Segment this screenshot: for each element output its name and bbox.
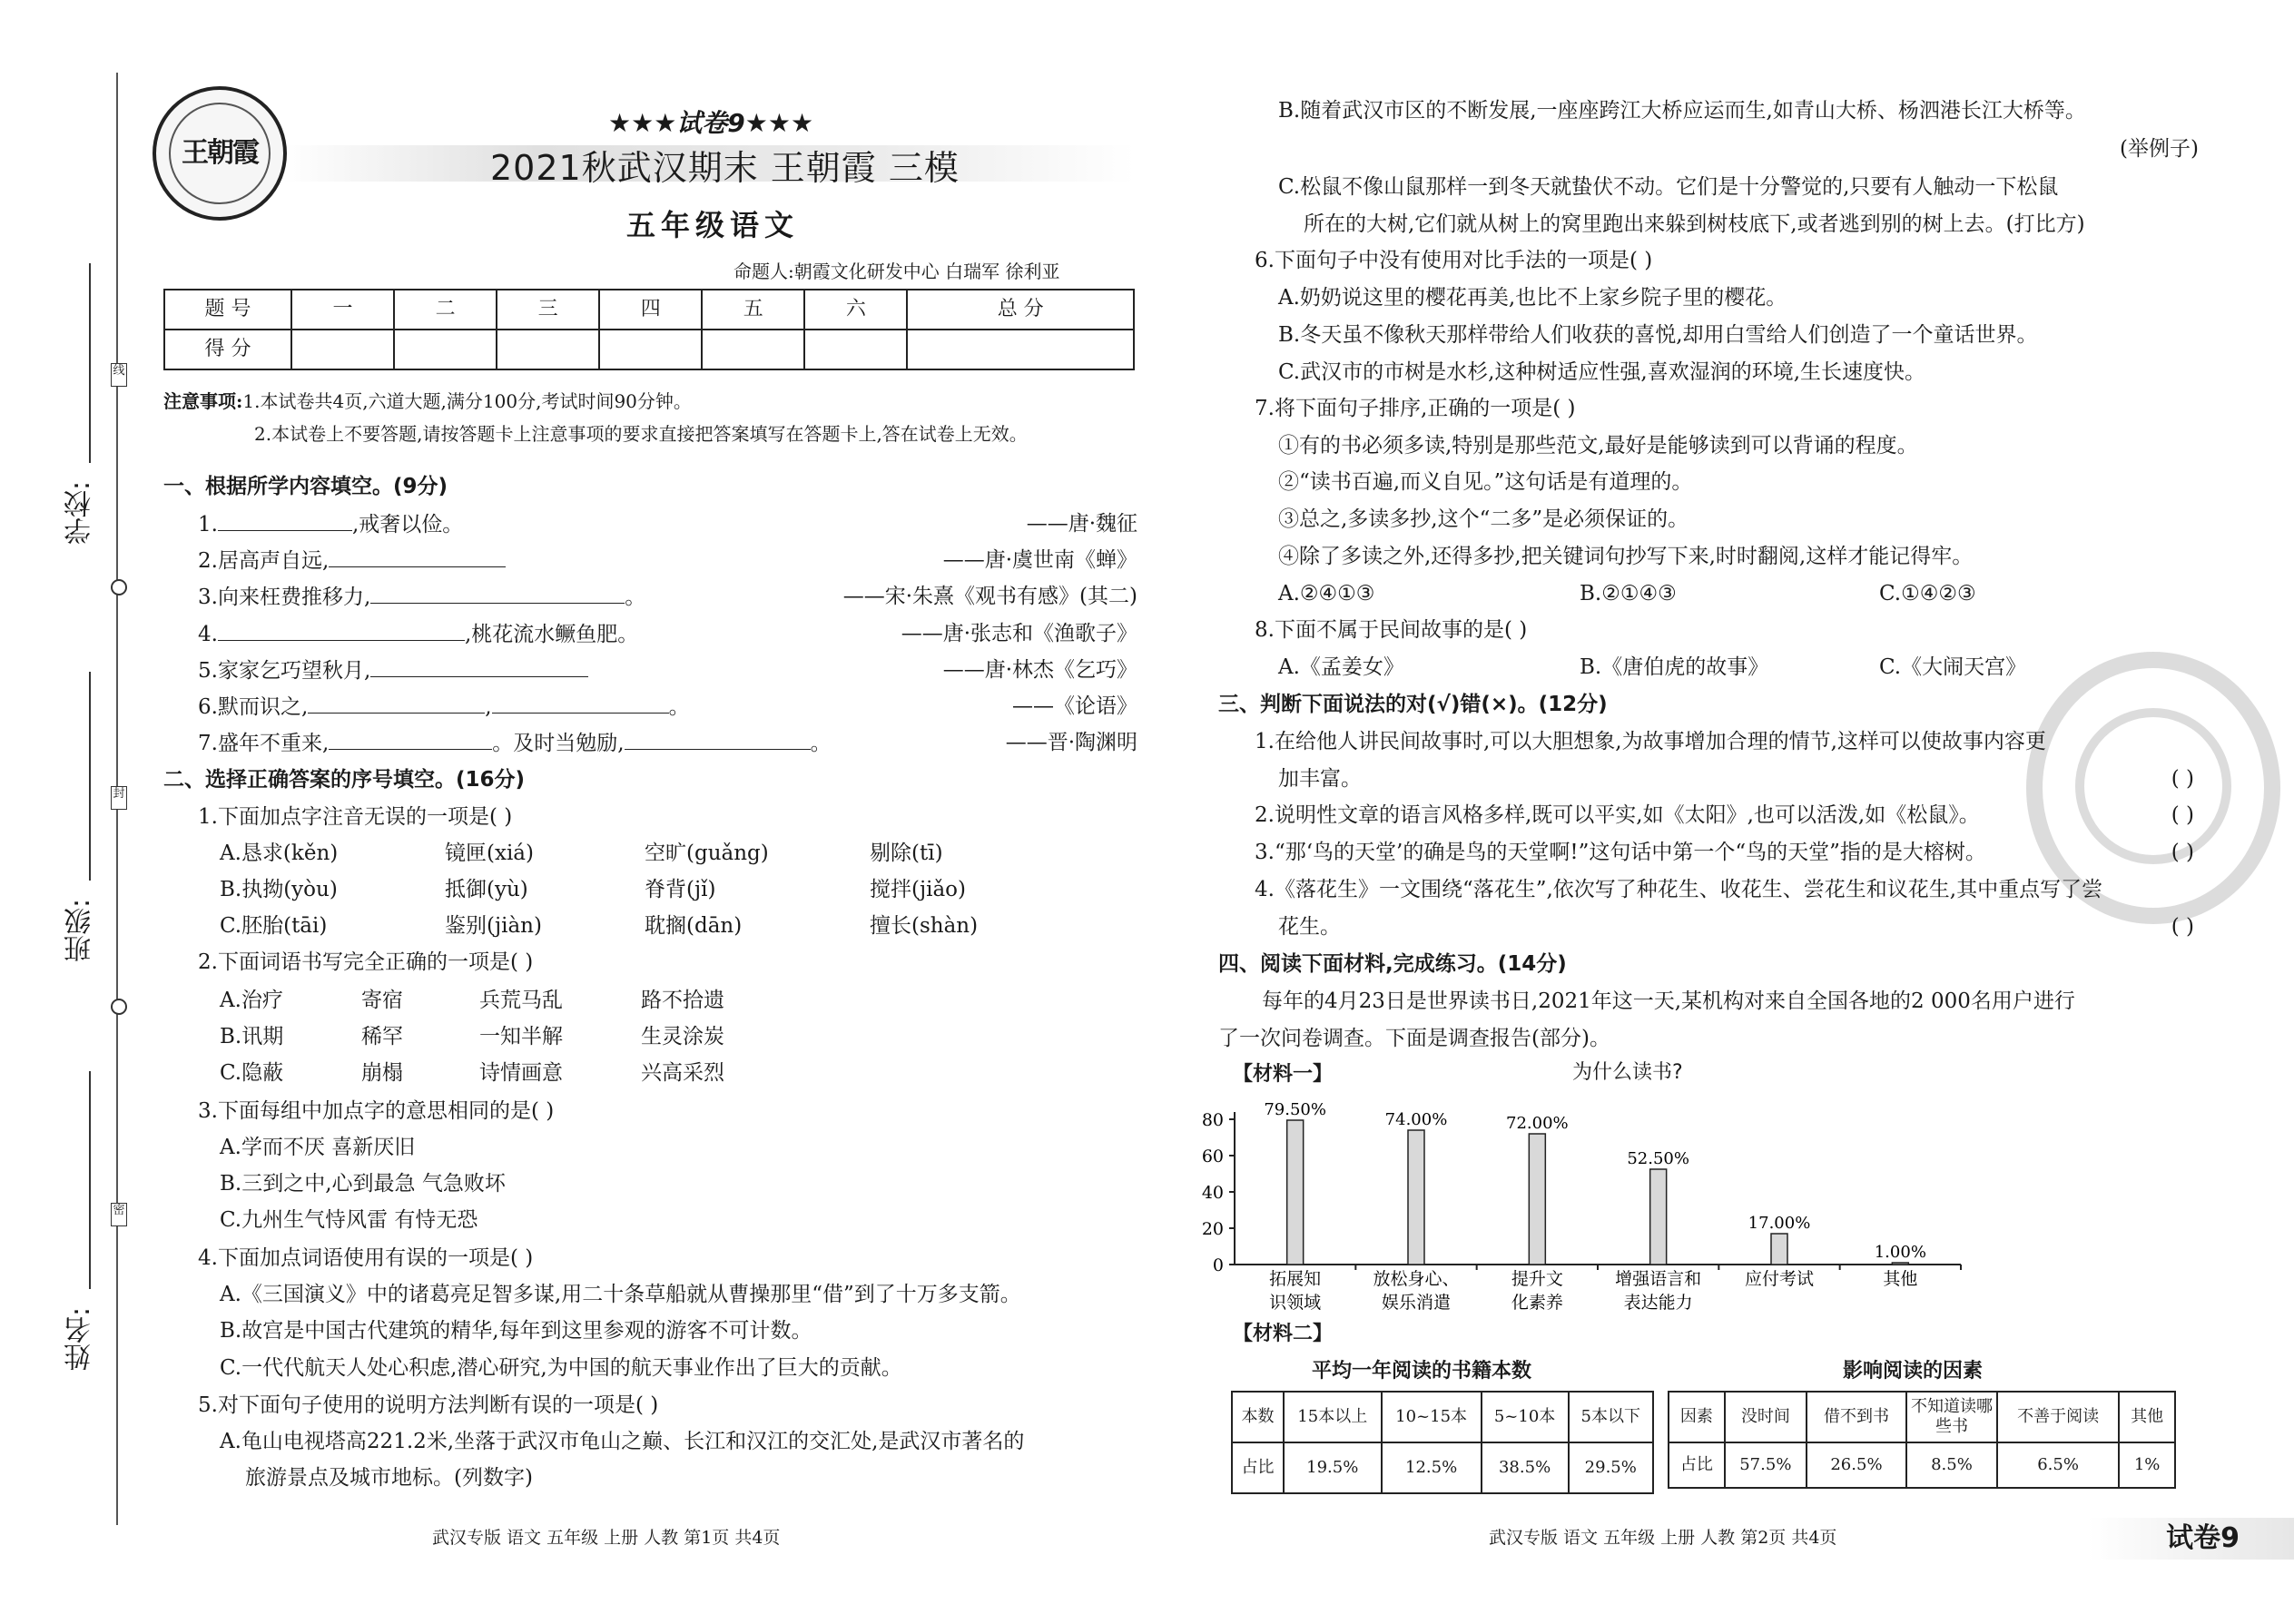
item-text: ,桃花流水鳜鱼肥。 bbox=[464, 623, 639, 646]
option-text: 空旷(guǎng) bbox=[645, 842, 769, 865]
option-text: 稀罕 bbox=[361, 1025, 403, 1048]
option-text: 旅游景点及城市地标。(列数字) bbox=[245, 1466, 533, 1490]
reading-intro-1: 每年的4月23日是世界读书日,2021年这一天,某机构对来自全国各地的2 000名用户进行 bbox=[1262, 989, 2075, 1013]
binding-tag-seal: 封 bbox=[111, 786, 127, 810]
table-cell: 15本以上 bbox=[1284, 1392, 1382, 1442]
table-cell: 其他 bbox=[2119, 1392, 2175, 1442]
class-field[interactable] bbox=[89, 672, 91, 881]
item-text: 2.居高声自远, bbox=[198, 549, 330, 573]
table-cell: 没时间 bbox=[1725, 1392, 1807, 1442]
fill-source: ——宋·朱熹《观书有感》(其二) bbox=[842, 585, 1137, 608]
category-label: 增强语言和 bbox=[1615, 1269, 1702, 1289]
score-cell: 得 分 bbox=[164, 330, 291, 369]
option-text[interactable]: B.《唐伯虎的故事》 bbox=[1580, 655, 1769, 679]
notice-line-1 bbox=[163, 385, 1135, 418]
table-cell: 5本以下 bbox=[1569, 1392, 1653, 1442]
option-text[interactable]: C.隐蔽 bbox=[220, 1061, 284, 1085]
chart-title: 为什么读书? bbox=[1572, 1061, 1683, 1084]
fill-item-4 bbox=[198, 621, 638, 648]
option-text[interactable]: A.龟山电视塔高221.2米,坐落于武汉市龟山之巅、长江和汉江的交汇处,是武汉市著名的 bbox=[220, 1430, 1025, 1453]
data-label: 79.50% bbox=[1264, 1100, 1326, 1119]
option-text[interactable]: B.随着武汉市区的不断发展,一座座跨江大桥应运而生,如青山大桥、杨泗港长江大桥等。 bbox=[1278, 99, 2086, 123]
category-label: 娱乐消遣 bbox=[1381, 1293, 1452, 1313]
y-tick-label: 0 bbox=[1212, 1255, 1224, 1275]
sentence-text: ②“读书百遍,而义自见。”这句话是有道理的。 bbox=[1278, 470, 1693, 494]
authors-line: 命题人:朝霞文化研发中心 白瑞军 徐利亚 bbox=[733, 261, 1060, 282]
question-2-7: 7.将下面句子排序,正确的一项是( ) bbox=[1255, 397, 1576, 420]
option-text: 镜匣(xiá) bbox=[445, 842, 534, 865]
item-text: , bbox=[485, 695, 492, 719]
item-text: 1. bbox=[198, 513, 218, 536]
table-cell: 本数 bbox=[1232, 1392, 1284, 1442]
seal-inner-ring bbox=[2075, 708, 2231, 864]
data-label: 74.00% bbox=[1384, 1110, 1448, 1129]
option-text: 一知半解 bbox=[479, 1025, 563, 1048]
judge-item-2: 2.说明性文章的语言风格多样,既可以平实,如《太阳》,也可以活泼,如《松鼠》。 bbox=[1255, 803, 1980, 827]
category-label: 表达能力 bbox=[1623, 1293, 1693, 1313]
score-cell: 总 分 bbox=[907, 290, 1134, 330]
table-cell: 12.5% bbox=[1382, 1442, 1482, 1493]
score-input[interactable] bbox=[907, 330, 1134, 369]
table-cell: 占比 bbox=[1669, 1442, 1725, 1488]
option-text[interactable]: C.武汉市的市树是水杉,这种树适应性强,喜欢湿润的环境,生长速度快。 bbox=[1278, 360, 1926, 384]
score-cell: 三 bbox=[497, 290, 599, 330]
question-2-3: 3.下面每组中加点字的意思相同的是( ) bbox=[198, 1099, 555, 1123]
binding-hole-icon bbox=[111, 579, 127, 595]
table-cell: 6.5% bbox=[1997, 1442, 2119, 1488]
question-2-8: 8.下面不属于民间故事的是( ) bbox=[1255, 618, 1528, 642]
chart-bar bbox=[1650, 1169, 1667, 1265]
option-text: 生灵涂炭 bbox=[641, 1025, 724, 1048]
item-text: 。 bbox=[668, 695, 690, 719]
school-label: 学校: bbox=[64, 480, 96, 545]
factors-table-title: 影响阅读的因素 bbox=[1843, 1360, 1984, 1383]
option-text[interactable]: B.冬天虽不像秋天那样带给人们收获的喜悦,却用白雪给人们创造了一个童话世界。 bbox=[1278, 323, 2038, 347]
option-text[interactable]: C.九州生气恃风雷 有恃无恐 bbox=[220, 1208, 478, 1232]
chart-bar bbox=[1408, 1130, 1424, 1265]
table-cell: 不善于阅读 bbox=[1997, 1392, 2119, 1442]
question-2-6: 6.下面句子中没有使用对比手法的一项是( ) bbox=[1255, 249, 1653, 272]
answer-blank[interactable] bbox=[329, 547, 506, 567]
answer-blank[interactable] bbox=[492, 694, 669, 714]
option-text: 抵御(yù) bbox=[445, 878, 528, 901]
table-cell: 26.5% bbox=[1807, 1442, 1906, 1488]
category-label: 放松身心、 bbox=[1373, 1269, 1460, 1289]
answer-blank[interactable] bbox=[329, 730, 492, 750]
option-text[interactable]: A.学而不厌 喜新厌旧 bbox=[220, 1136, 416, 1159]
material-2-label: 【材料二】 bbox=[1233, 1323, 1334, 1345]
category-label: 化素养 bbox=[1511, 1293, 1563, 1313]
judge-item-1b: 加丰富。 bbox=[1278, 767, 1362, 791]
exam-title: 2021秋武汉期末 王朝霞 三模 bbox=[490, 148, 960, 188]
table-cell: 因素 bbox=[1669, 1392, 1725, 1442]
section-4-title: 四、阅读下面材料,完成练习。(14分) bbox=[1218, 952, 1567, 976]
score-input[interactable] bbox=[291, 330, 394, 369]
category-label: 拓展知 bbox=[1269, 1269, 1322, 1289]
page-footer-right: 武汉专版 语文 五年级 上册 人教 第2页 共4页 bbox=[1489, 1528, 1837, 1548]
table-cell: 29.5% bbox=[1569, 1442, 1653, 1493]
table-cell: 57.5% bbox=[1725, 1442, 1807, 1488]
fill-source: ——《论语》 bbox=[1012, 694, 1137, 718]
question-2-4: 4.下面加点词语使用有误的一项是( ) bbox=[198, 1246, 534, 1270]
option-text: 路不拾遗 bbox=[641, 989, 724, 1012]
option-text[interactable]: B.执拗(yòu) bbox=[220, 878, 338, 901]
score-input[interactable] bbox=[804, 330, 907, 369]
item-text: 7.盛年不重来, bbox=[198, 732, 330, 755]
fill-item-3 bbox=[198, 584, 645, 611]
table-cell: 借不到书 bbox=[1807, 1392, 1906, 1442]
logo-mark: 王朝霞 bbox=[169, 103, 271, 204]
score-cell: 四 bbox=[599, 290, 702, 330]
table-cell: 10~15本 bbox=[1382, 1392, 1482, 1442]
score-header-row bbox=[164, 290, 1134, 330]
table-cell: 8.5% bbox=[1906, 1442, 1997, 1488]
option-note: (举例子) bbox=[2120, 137, 2199, 161]
item-text: 4. bbox=[198, 623, 218, 646]
y-tick-label: 80 bbox=[1201, 1110, 1224, 1130]
option-text[interactable]: C.松鼠不像山鼠那样一到冬天就蛰伏不动。它们是十分警觉的,只要有人触动一下松鼠 bbox=[1278, 175, 2059, 199]
paper-tag-label: 试卷9 bbox=[2166, 1522, 2240, 1554]
reading-reasons-chart bbox=[1180, 1076, 1988, 1321]
table-cell: 38.5% bbox=[1482, 1442, 1569, 1493]
section-1-title: 一、根据所学内容填空。(9分) bbox=[163, 475, 448, 498]
option-text: 脊背(jǐ) bbox=[645, 878, 716, 901]
table-row bbox=[1232, 1442, 1653, 1493]
notice-line-2: 2.本试卷上不要答题,请按答题卡上注意事项的要求直接把答案填写在答题卡上,答在试卷上无效。 bbox=[254, 423, 1028, 445]
table-cell: 5~10本 bbox=[1482, 1392, 1569, 1442]
score-cell: 二 bbox=[394, 290, 497, 330]
score-input[interactable] bbox=[599, 330, 702, 369]
fill-item-1 bbox=[198, 511, 463, 538]
answer-blank[interactable] bbox=[218, 511, 352, 531]
option-text: 兴高采烈 bbox=[641, 1061, 724, 1085]
option-text: 崩榻 bbox=[361, 1061, 403, 1085]
item-text: 。及时当勉励, bbox=[492, 732, 625, 755]
option-text: 寄宿 bbox=[361, 989, 403, 1012]
fill-item-5 bbox=[198, 657, 588, 684]
y-tick-label: 60 bbox=[1201, 1147, 1224, 1166]
data-label: 17.00% bbox=[1748, 1214, 1811, 1233]
table-cell: 19.5% bbox=[1284, 1442, 1382, 1493]
question-2-1: 1.下面加点字注音无误的一项是( ) bbox=[198, 805, 513, 829]
judge-item-1: 1.在给他人讲民间故事时,可以大胆想象,为故事增加合理的情节,这样可以使故事内容更 bbox=[1255, 730, 2046, 753]
binding-hole-icon bbox=[111, 999, 127, 1015]
option-text[interactable]: A.②④①③ bbox=[1278, 582, 1375, 605]
name-field[interactable] bbox=[89, 1071, 91, 1289]
material-1-label: 【材料一】 bbox=[1233, 1063, 1334, 1086]
item-text: 5.家家乞巧望秋月, bbox=[198, 659, 371, 683]
section-3-title: 三、判断下面说法的对(√)错(×)。(12分) bbox=[1218, 693, 1608, 716]
section-2-title: 二、选择正确答案的序号填空。(16分) bbox=[163, 768, 526, 792]
sentence-text: ③总之,多读多抄,这个“二多”是必须保证的。 bbox=[1278, 507, 1689, 531]
judge-answer[interactable]: ( ) bbox=[2171, 803, 2194, 827]
answer-blank[interactable] bbox=[308, 694, 485, 714]
answer-blank[interactable] bbox=[370, 657, 588, 677]
binding-tag-secret: 密 bbox=[111, 1203, 127, 1226]
factors-table bbox=[1668, 1391, 2176, 1489]
score-cell: 五 bbox=[702, 290, 804, 330]
score-cell: 六 bbox=[804, 290, 907, 330]
answer-blank[interactable] bbox=[370, 584, 625, 604]
answer-blank[interactable] bbox=[218, 621, 465, 641]
books-table bbox=[1231, 1391, 1654, 1494]
page-footer-left: 武汉专版 语文 五年级 上册 人教 第1页 共4页 bbox=[432, 1528, 781, 1548]
y-tick-label: 40 bbox=[1201, 1183, 1224, 1203]
table-cell: 1% bbox=[2119, 1442, 2175, 1488]
option-text: 搅拌(jiǎo) bbox=[870, 878, 966, 901]
judge-answer[interactable]: ( ) bbox=[2171, 767, 2194, 791]
option-text[interactable]: A.治疗 bbox=[220, 989, 283, 1012]
question-2-5: 5.对下面句子使用的说明方法判断有误的一项是( ) bbox=[198, 1393, 659, 1417]
sentence-text: ①有的书必须多读,特别是那些范文,最好是能够读到可以背诵的程度。 bbox=[1278, 434, 1918, 458]
fill-item-6 bbox=[198, 694, 690, 721]
paper-tag bbox=[2088, 1518, 2294, 1560]
option-text: 鉴别(jiàn) bbox=[445, 914, 542, 938]
category-label: 应付考试 bbox=[1744, 1269, 1815, 1289]
judge-item-4b: 花生。 bbox=[1278, 915, 1341, 939]
score-value-row bbox=[164, 330, 1134, 369]
option-text: 耽搁(dān) bbox=[645, 914, 743, 938]
option-text: 所在的大树,它们就从树上的窝里跑出来躲到树枝底下,或者逃到别的树上去。(打比方) bbox=[1304, 212, 2085, 236]
chart-bar bbox=[1892, 1263, 1908, 1265]
name-label: 姓名: bbox=[64, 1306, 96, 1371]
answer-blank[interactable] bbox=[625, 730, 811, 750]
score-input[interactable] bbox=[394, 330, 497, 369]
item-text: ,戒奢以俭。 bbox=[351, 513, 464, 536]
table-row bbox=[1669, 1392, 2175, 1442]
option-text[interactable]: C.①④②③ bbox=[1879, 582, 1976, 605]
item-text: 6.默而识之, bbox=[198, 695, 309, 719]
option-text: 兵荒马乱 bbox=[479, 989, 563, 1012]
brand-logo bbox=[153, 86, 287, 221]
score-table bbox=[163, 289, 1135, 370]
data-label: 1.00% bbox=[1874, 1243, 1926, 1262]
fill-source: ——唐·魏征 bbox=[1026, 512, 1137, 536]
judge-item-4: 4.《落花生》一文围绕“落花生”,依次写了种花生、收花生、尝花生和议花生,其中重点写了尝 bbox=[1255, 878, 2103, 901]
judge-answer[interactable]: ( ) bbox=[2171, 841, 2194, 864]
option-text[interactable]: A.恳求(kěn) bbox=[220, 842, 339, 865]
option-text[interactable]: A.《三国演义》中的诸葛亮足智多谋,用二十条草船就从曹操那里“借”到了十万多支箭。 bbox=[220, 1283, 1021, 1306]
option-text[interactable]: C.《大闹天宫》 bbox=[1879, 655, 2027, 679]
option-text[interactable]: A.《孟姜女》 bbox=[1278, 655, 1404, 679]
option-text[interactable]: B.②①④③ bbox=[1580, 582, 1677, 605]
notice-label: 注意事项: bbox=[163, 390, 243, 412]
score-cell: 一 bbox=[291, 290, 394, 330]
option-text: 剔除(tī) bbox=[870, 842, 943, 865]
option-text[interactable]: B.讯期 bbox=[220, 1025, 284, 1048]
fill-item-2 bbox=[198, 547, 506, 575]
fill-item-7 bbox=[198, 730, 832, 757]
fill-source: ——唐·张志和《渔歌子》 bbox=[901, 622, 1137, 645]
score-input[interactable] bbox=[702, 330, 804, 369]
table-row bbox=[1232, 1392, 1653, 1442]
option-text[interactable]: B.三到之中,心到最急 气急败坏 bbox=[220, 1172, 506, 1196]
question-2-2: 2.下面词语书写完全正确的一项是( ) bbox=[198, 950, 534, 974]
judge-answer[interactable]: ( ) bbox=[2171, 915, 2194, 939]
option-text: 擅长(shàn) bbox=[870, 914, 979, 938]
binding-strip bbox=[54, 254, 163, 1434]
score-input[interactable] bbox=[497, 330, 599, 369]
y-tick-label: 20 bbox=[1201, 1219, 1224, 1239]
table-row bbox=[1669, 1442, 2175, 1488]
notice-block bbox=[163, 385, 1135, 450]
option-text[interactable]: B.故宫是中国古代建筑的精华,每年到这里参观的游客不可计数。 bbox=[220, 1319, 812, 1343]
school-field[interactable] bbox=[89, 263, 91, 463]
binding-tag-line: 线 bbox=[111, 363, 127, 387]
data-label: 72.00% bbox=[1506, 1114, 1569, 1133]
item-text: 。 bbox=[625, 586, 646, 609]
category-label: 提升文 bbox=[1511, 1269, 1563, 1289]
notice-item: 1.本试卷共4页,六道大题,满分100分,考试时间90分钟。 bbox=[242, 390, 692, 412]
books-table-title: 平均一年阅读的书籍本数 bbox=[1312, 1360, 1532, 1383]
item-text: 3.向来枉费推移力, bbox=[198, 586, 371, 609]
table-cell: 不知道读哪些书 bbox=[1906, 1392, 1997, 1442]
sentence-text: ④除了多读之外,还得多抄,把关键词句抄写下来,时时翻阅,这样才能记得牢。 bbox=[1278, 545, 1974, 568]
category-label: 识领域 bbox=[1269, 1293, 1322, 1313]
fill-source: ——唐·林杰《乞巧》 bbox=[942, 658, 1137, 682]
data-label: 52.50% bbox=[1627, 1149, 1689, 1168]
category-label: 其他 bbox=[1883, 1269, 1918, 1289]
option-text[interactable]: C.胚胎(tāi) bbox=[220, 914, 328, 938]
chart-bar bbox=[1287, 1120, 1304, 1265]
option-text: 诗情画意 bbox=[479, 1061, 563, 1085]
reading-intro-2: 了一次问卷调查。下面是调查报告(部分)。 bbox=[1218, 1027, 1610, 1050]
chart-bar bbox=[1771, 1234, 1787, 1265]
judge-item-3: 3.“那‘鸟的天堂’的确是鸟的天堂啊!”这句话中第一个“鸟的天堂”指的是大榕树。 bbox=[1255, 841, 1986, 864]
fill-source: ——唐·虞世南《蝉》 bbox=[942, 548, 1137, 572]
table-cell: 占比 bbox=[1232, 1442, 1284, 1493]
option-text[interactable]: C.一代代航天人处心积虑,潜心研究,为中国的航天事业作出了巨大的贡献。 bbox=[220, 1356, 902, 1380]
score-cell: 题 号 bbox=[164, 290, 291, 330]
paper-number: ★★★试卷9★★★ bbox=[608, 108, 814, 138]
class-label: 班级: bbox=[64, 898, 96, 962]
item-text: 。 bbox=[810, 732, 832, 755]
subject-title: 五年级语文 bbox=[626, 208, 800, 242]
fill-source: ——晋·陶渊明 bbox=[1005, 731, 1137, 754]
chart-bar bbox=[1529, 1134, 1545, 1265]
option-text[interactable]: A.奶奶说这里的樱花再美,也比不上家乡院子里的樱花。 bbox=[1278, 286, 1787, 310]
